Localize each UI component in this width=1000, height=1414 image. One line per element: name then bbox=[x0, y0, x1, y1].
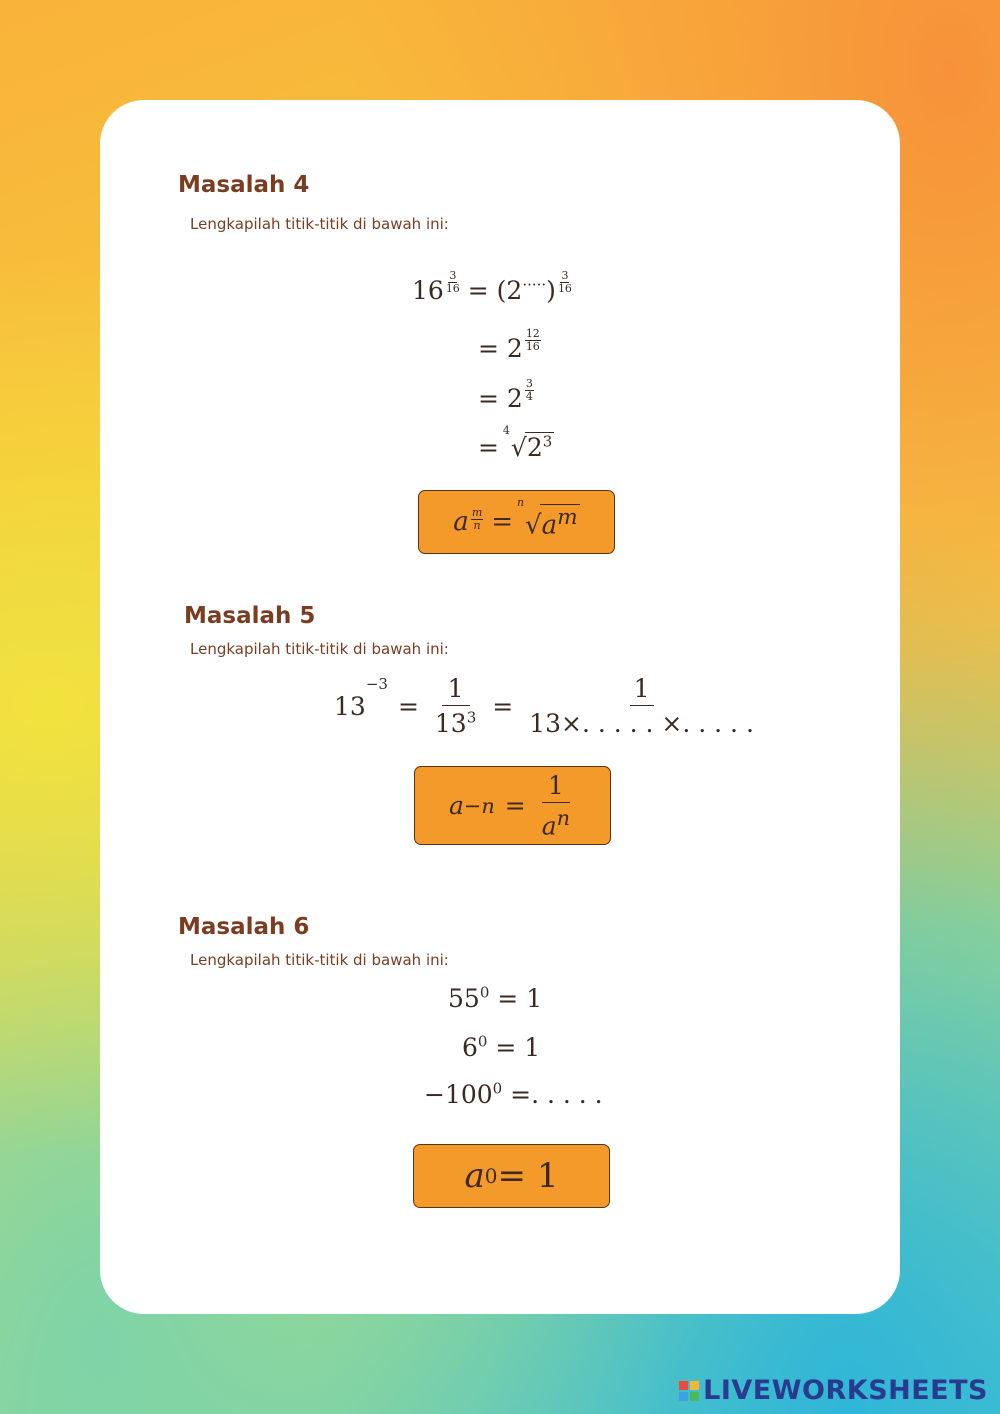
problem-4-instruction: Lengkapilah titik-titik di bawah ini: bbox=[190, 215, 449, 233]
blank-field[interactable]: =. . . . . bbox=[502, 1080, 603, 1109]
radical: 4 $√2^3$ bbox=[502, 424, 553, 462]
problem-4-line-2: = 2 $\frac{12}{16}$ bbox=[478, 327, 540, 363]
rule-box-negative-exponent: a −n = $\frac{1}{a^n}$ bbox=[414, 766, 611, 845]
blank-field[interactable]: 13×. . . . . ×. . . . . bbox=[529, 709, 754, 738]
problem-6-line-3: $-100^0$ =. . . . . bbox=[424, 1079, 603, 1109]
problem-6-instruction: Lengkapilah titik-titik di bawah ini: bbox=[190, 951, 449, 969]
problem-6-line-2: $6^0 = 1$ bbox=[462, 1032, 541, 1062]
rule-box-fractional-exponent: a $\frac{m}{n}$ = n $√a^m$ bbox=[418, 490, 615, 554]
blank-field[interactable]: ····· bbox=[522, 275, 547, 294]
problem-4-line-4: = 4 $√2^3$ bbox=[478, 424, 553, 462]
problem-6-heading: Masalah 6 bbox=[178, 914, 310, 940]
brand-name: LIVEWORKSHEETS bbox=[703, 1375, 988, 1406]
problem-4-heading: Masalah 4 bbox=[178, 172, 310, 198]
problem-5-heading: Masalah 5 bbox=[184, 603, 316, 629]
problem-4-line-1: 16 $\frac{3}{16}$ = (2·····) $\frac{3}{16}$ bbox=[412, 269, 572, 305]
problem-4-line-3: = 2 $\frac{3}{4}$ bbox=[478, 377, 533, 413]
liveworksheets-mark-icon bbox=[679, 1381, 699, 1401]
problem-5-line: 13 −3 = $\frac{1}{13^3}$ = $\frac{1}{13\times. . . . . \times. . . . .}$ bbox=[334, 674, 760, 738]
problem-6-line-1: $55^0 = 1$ bbox=[448, 983, 543, 1013]
problem-5-instruction: Lengkapilah titik-titik di bawah ini: bbox=[190, 640, 449, 658]
worksheet-card bbox=[100, 100, 900, 1314]
rule-box-zero-exponent: a 0 = 1 bbox=[413, 1144, 610, 1208]
liveworksheets-logo bbox=[679, 1375, 988, 1406]
